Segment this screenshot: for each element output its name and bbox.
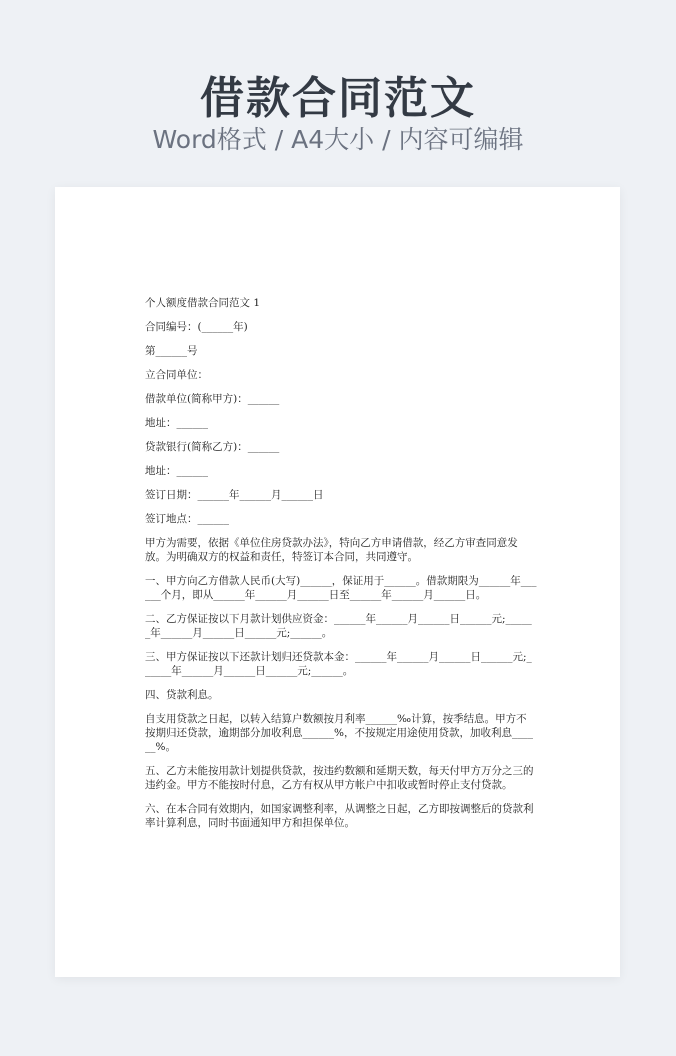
contracting-parties-label: 立合同单位：: [145, 369, 208, 381]
interest-paragraph: 自支用贷款之日起，以转入结算户数额按月利率______‰计算，按季结息。甲方不按期归还贷款，逾期部分加收利息______%，不按规定用途使用贷款，加收利息______%。: [145, 713, 533, 753]
preamble-paragraph: 甲方为需要，依据《单位住房贷款办法》，特向乙方申请借款，经乙方审查同意发放。为明确双方的权益和责任，特签订本合同，共同遵守。: [145, 537, 518, 563]
document-body: [145, 296, 537, 840]
clause-6: 六、在本合同有效期内，如国家调整利率，从调整之日起，乙方即按调整后的贷款利率计算利息，同时书面通知甲方和担保单位。: [145, 803, 534, 829]
doc-heading: 个人额度借款合同范文 1: [145, 297, 261, 309]
borrower-address-field: 地址：______: [145, 417, 208, 429]
clause-1: 一、甲方向乙方借款人民币(大写)______，保证用于______。借款期限为______年______个月，即从______年______月______日至______年______月______日。: [145, 575, 537, 601]
contract-number: 合同编号：(______年): [145, 321, 248, 333]
lender-address-field: 地址：______: [145, 465, 208, 477]
borrower-field: 借款单位(简称甲方)：______: [145, 393, 280, 405]
signing-date-field: 签订日期：______年______月______日: [145, 489, 324, 501]
clause-2: 二、乙方保证按以下月款计划供应资金：______年______月______日______元;______年______月______日______元;______。: [145, 613, 532, 639]
clause-3: 三、甲方保证按以下还款计划归还贷款本金：______年______月______日______元;______年______月______日______元;______。: [145, 651, 532, 677]
signing-place-field: 签订地点：______: [145, 513, 229, 525]
lender-field: 贷款银行(简称乙方)：______: [145, 441, 280, 453]
contract-serial: 第______号: [145, 345, 198, 357]
page-title: 借款合同范文: [200, 73, 476, 124]
page-subtitle: Word格式 / A4大小 / 内容可编辑: [152, 125, 524, 154]
clause-4-heading: 四、贷款利息。: [145, 689, 219, 701]
clause-5: 五、乙方未能按用款计划提供贷款，按违约数额和延期天数，每天付甲方万分之三的违约金。甲方不能按时付息，乙方有权从甲方帐户中扣收或暂时停止支付贷款。: [145, 765, 534, 791]
